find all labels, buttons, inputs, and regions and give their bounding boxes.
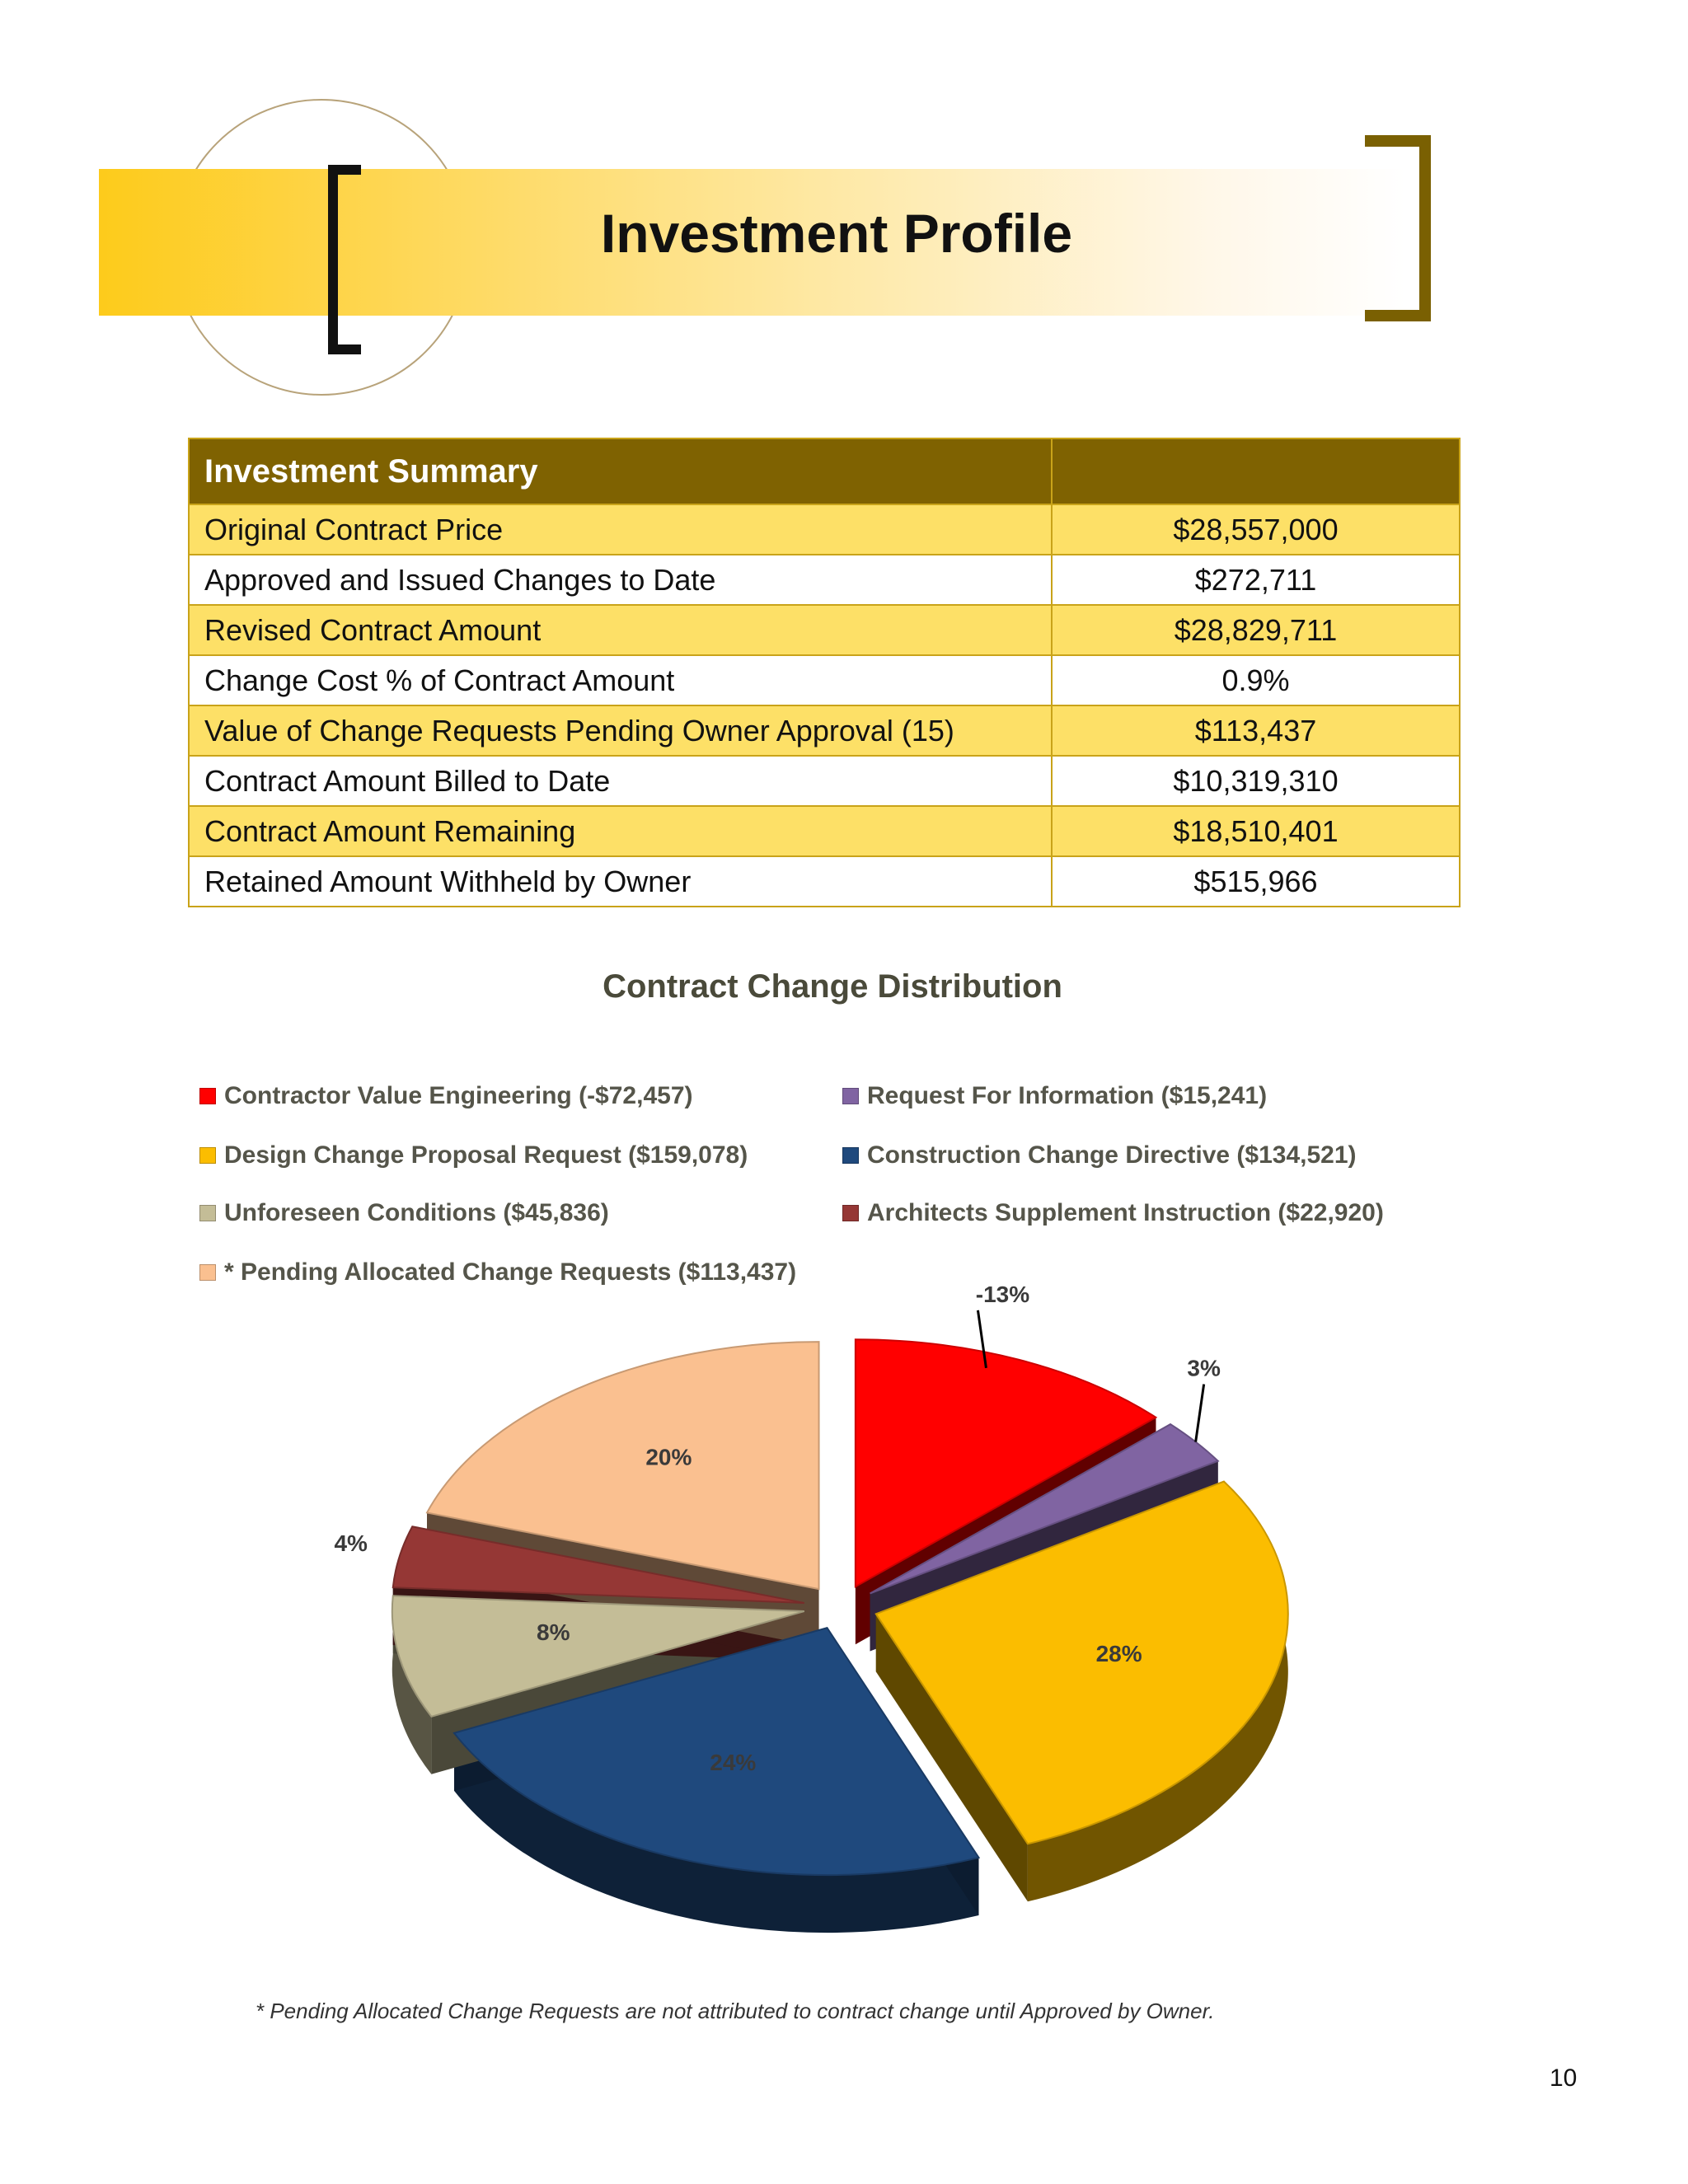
row-label: Approved and Issued Changes to Date <box>189 555 1052 605</box>
pie-data-label: 28% <box>1095 1640 1142 1666</box>
table-row <box>189 856 1460 907</box>
table-header-row <box>189 438 1460 504</box>
left-bracket <box>328 165 361 354</box>
table-row <box>189 756 1460 806</box>
page-number: 10 <box>1550 2064 1578 2092</box>
legend-label: Construction Change Directive ($134,521) <box>867 1141 1357 1169</box>
pie-data-label: 4% <box>334 1530 368 1556</box>
chart-title: Contract Change Distribution <box>603 968 1062 1005</box>
row-value: $18,510,401 <box>1052 806 1460 856</box>
row-label: Change Cost % of Contract Amount <box>189 655 1052 705</box>
pie-data-label: 24% <box>710 1750 757 1776</box>
table-row <box>189 655 1460 705</box>
legend-label: Architects Supplement Instruction ($22,920) <box>867 1199 1384 1226</box>
pie-data-label: 20% <box>645 1444 692 1470</box>
legend-swatch <box>199 1205 216 1221</box>
pie-data-label: 8% <box>537 1619 570 1645</box>
investment-summary-table <box>188 438 1461 907</box>
table-row <box>189 555 1460 605</box>
legend-swatch <box>199 1147 216 1164</box>
legend-label: Contractor Value Engineering (-$72,457) <box>224 1082 693 1109</box>
table-header: Investment Summary <box>189 438 1052 504</box>
table-header-empty <box>1052 438 1460 504</box>
legend-swatch <box>842 1147 859 1164</box>
footnote: * Pending Allocated Change Requests are not attributed to contract change until Approved by Owner. <box>256 1999 1215 2023</box>
row-label: Revised Contract Amount <box>189 605 1052 655</box>
row-value: $515,966 <box>1052 856 1460 907</box>
legend-label: Design Change Proposal Request ($159,078) <box>224 1141 748 1169</box>
legend-swatch <box>199 1264 216 1281</box>
row-label: Contract Amount Billed to Date <box>189 756 1052 806</box>
legend-swatch <box>199 1088 216 1104</box>
legend-item <box>199 1141 748 1169</box>
legend-item <box>199 1082 693 1110</box>
legend-swatch <box>842 1088 859 1104</box>
row-label: Value of Change Requests Pending Owner Approval (15) <box>189 705 1052 756</box>
table-row <box>189 605 1460 655</box>
page-title: Investment Profile <box>600 203 1073 264</box>
legend-item <box>842 1082 1267 1110</box>
legend-item <box>842 1199 1384 1227</box>
row-value: $10,319,310 <box>1052 756 1460 806</box>
row-value: $28,829,711 <box>1052 605 1460 655</box>
table-row <box>189 705 1460 756</box>
legend-swatch <box>842 1205 859 1221</box>
table-row <box>189 504 1460 555</box>
legend-label: * Pending Allocated Change Requests ($113,437) <box>224 1258 797 1286</box>
row-label: Original Contract Price <box>189 504 1052 555</box>
row-value: $28,557,000 <box>1052 504 1460 555</box>
pie-data-label: -13% <box>975 1281 1030 1307</box>
row-value: $113,437 <box>1052 705 1460 756</box>
pie-leader-line <box>1196 1385 1204 1442</box>
row-value: 0.9% <box>1052 655 1460 705</box>
pie-chart <box>313 1281 1385 1986</box>
row-label: Contract Amount Remaining <box>189 806 1052 856</box>
legend-item <box>199 1199 609 1227</box>
right-bracket <box>1365 135 1431 321</box>
legend-label: Request For Information ($15,241) <box>867 1082 1268 1109</box>
table-row <box>189 806 1460 856</box>
row-label: Retained Amount Withheld by Owner <box>189 856 1052 907</box>
legend-label: Unforeseen Conditions ($45,836) <box>224 1199 609 1226</box>
legend-item <box>199 1258 796 1286</box>
pie-data-label: 3% <box>1187 1355 1221 1381</box>
legend-item <box>842 1141 1357 1169</box>
row-value: $272,711 <box>1052 555 1460 605</box>
